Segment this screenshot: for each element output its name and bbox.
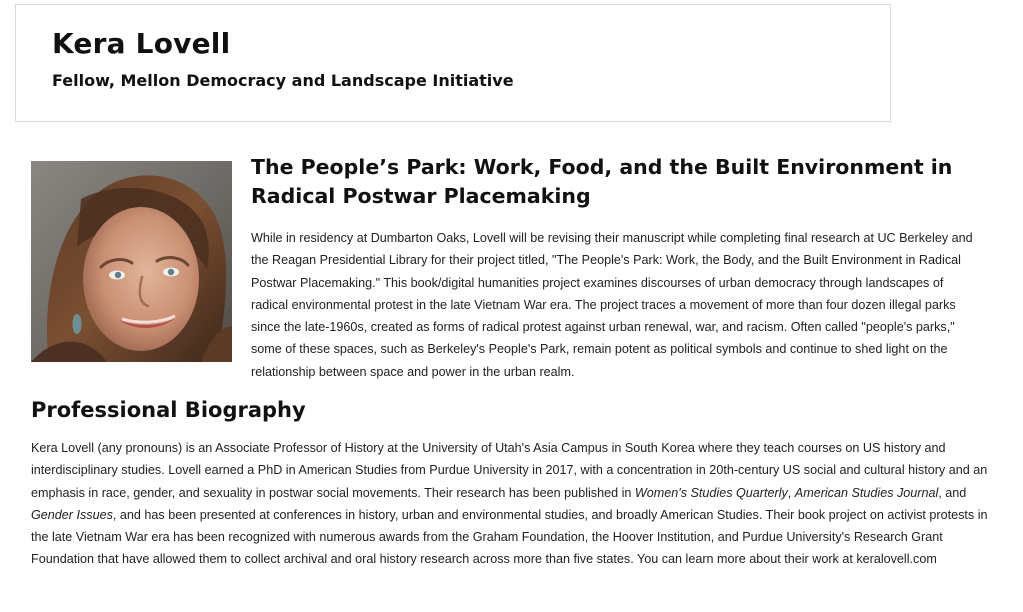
- project-description: While in residency at Dumbarton Oaks, Lovell will be revising their manuscript while completing final research at UC Berkeley and the Reagan Presidential Library for their project titled, "The People's Park: Work, the Body, and the Built Environment in Radical Postwar Placemaking." This book/digital humanities project examines discourses of urban democracy through landscapes of radical environmental protest in the late Vietnam War era. The project traces a movement of more than four dozen illegal parks since the late-1960s, created as forms of radical protest against urban renewal, war, and racism. Often called "people's parks," some of these spaces, such as Berkeley's People's Park, remain potent as political symbols and continue to shed light on the relationship between space and power in the urban realm.: [251, 231, 973, 379]
- journal-american-studies-journal: American Studies Journal: [794, 485, 939, 500]
- biography-outro: , and has been presented at conferences in history, urban and environmental studies, and broadly American Studies. Their book project on activist protests in the late Vietnam War era has been recognized with numerous awards from the Graham Foundation, the Hoover Institution, and Purdue University's Research Grant Foundation that have allowed them to collect archival and oral history research across more than five states. You can learn more about their work at keralovell.com: [31, 507, 988, 567]
- journal-gender-issues: Gender Issues: [31, 507, 113, 522]
- profile-name: Kera Lovell: [52, 27, 231, 60]
- profile-header-card: [15, 4, 891, 122]
- biography-heading: Professional Biography: [31, 398, 306, 422]
- biography-text: [31, 437, 991, 571]
- journal-womens-studies-quarterly: Women's Studies Quarterly: [634, 485, 788, 500]
- biography-separator-1: ,: [787, 485, 795, 500]
- profile-role: Fellow, Mellon Democracy and Landscape Initiative: [52, 71, 514, 90]
- project-title: The People’s Park: Work, Food, and the Built Environment in Radical Postwar Placemaking: [251, 155, 953, 208]
- profile-portrait: [31, 161, 232, 362]
- biography-intro: Kera Lovell (any pronouns) is an Associate Professor of History at the University of Utah's Asia Campus in South Korea where they teach courses on US history and interdisciplinary studies. Lovell earned a PhD in American Studies from Purdue University in 2017, with a concentration in 20th-century US social and cultural history and an emphasis in race, gender, and sexuality in postwar social movements. Their research has been published in: [31, 441, 988, 500]
- biography-separator-2: , and: [938, 485, 967, 500]
